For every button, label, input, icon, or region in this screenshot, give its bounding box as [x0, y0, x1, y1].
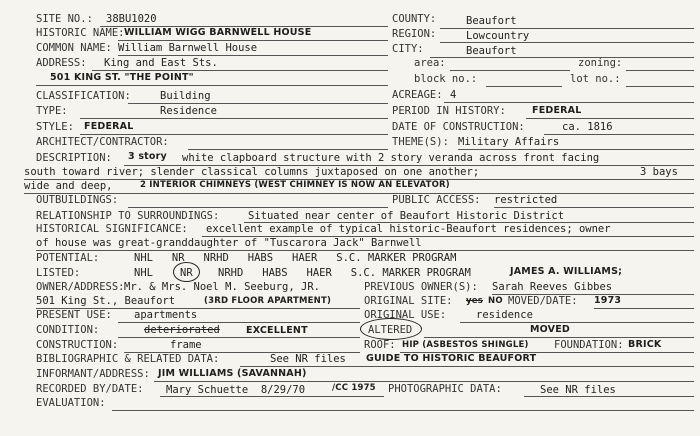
moved-date-value: 1973 [594, 295, 622, 306]
description-value-2b: 3 bays [640, 166, 678, 178]
date-construction-value: ca. 1816 [562, 121, 613, 133]
relationship-label: RELATIONSHIP TO SURROUNDINGS: [36, 210, 220, 222]
recorded-handwritten: /CC 1975 [332, 383, 376, 393]
altered-label: ALTERED [368, 324, 413, 336]
moved-date-label: MOVED/DATE: [508, 295, 578, 307]
historic-name-value: WILLIAM WIGG BARNWELL HOUSE [124, 27, 312, 38]
original-use-label: ORIGINAL USE: [364, 309, 447, 321]
public-access-label: PUBLIC ACCESS: [392, 194, 481, 206]
present-use-label: PRESENT USE: [36, 309, 112, 321]
bibliographic-line [240, 366, 694, 367]
themes-value: Military Affairs [458, 136, 560, 148]
altered-selected-circle [360, 318, 422, 340]
listed-options-rest: NRHD HABS HAER S.C. MARKER PROGRAM [218, 267, 471, 279]
evaluation-line [112, 410, 694, 411]
roof-label: ROOF: [364, 339, 396, 351]
construction-label: CONSTRUCTION: [36, 339, 119, 351]
evaluation-label: EVALUATION: [36, 397, 106, 409]
acreage-line [444, 102, 694, 103]
period-line [526, 118, 694, 119]
present-use-line [118, 322, 360, 323]
county-label: COUNTY: [392, 13, 437, 25]
recorded-line [160, 396, 384, 397]
architect-label: ARCHITECT/CONTRACTOR: [36, 136, 169, 148]
county-line [440, 28, 694, 29]
common-name-value: William Barnwell House [118, 42, 258, 54]
description-value-3a: wide and deep, [24, 180, 113, 192]
classification-line [128, 103, 388, 104]
present-use-value: apartments [134, 309, 198, 321]
acreage-value: 4 [450, 89, 457, 101]
type-line [80, 118, 388, 119]
style-label: STYLE: [36, 121, 74, 133]
address-value-2: 501 KING ST. "THE POINT" [50, 72, 194, 83]
roof-line [400, 352, 694, 353]
foundation-value: BRICK [628, 339, 662, 350]
condition-typed-struck: deteriorated [144, 324, 220, 336]
common-name-label: COMMON NAME: [36, 42, 112, 54]
region-line [440, 42, 694, 43]
style-line [80, 134, 388, 135]
photographic-label: PHOTOGRAPHIC DATA: [388, 383, 502, 395]
themes-label: THEME(S): [392, 136, 449, 148]
address-value-1: King and East Sts. [104, 57, 218, 69]
outbuildings-line [128, 207, 388, 208]
common-name-line [118, 55, 388, 56]
address-line-1 [92, 70, 388, 71]
listed-option-nhl: NHL [134, 267, 153, 279]
photographic-line [524, 396, 694, 397]
owner-value-2a: 501 King St., Beaufort [36, 295, 176, 307]
bibliographic-handwritten: GUIDE TO HISTORIC BEAUFORT [366, 353, 537, 364]
description-line-3 [24, 193, 694, 194]
recorded-typed: Mary Schuette 8/29/70 [166, 384, 306, 396]
period-label: PERIOD IN HISTORY: [392, 105, 506, 117]
acreage-label: ACREAGE: [392, 89, 443, 101]
description-value-3b: 2 INTERIOR CHIMNEYS (WEST CHIMNEY IS NOW AN ELEVATOR) [140, 180, 450, 190]
condition-handwritten: EXCELLENT [246, 325, 308, 336]
condition-label: CONDITION: [36, 324, 100, 336]
historic-name-label: HISTORIC NAME: [36, 27, 125, 39]
address-label: ADDRESS: [36, 57, 87, 69]
original-use-value: residence [476, 309, 533, 321]
region-label: REGION: [392, 28, 437, 40]
owner-address-label: OWNER/ADDRESS: [36, 281, 125, 293]
construction-value: frame [170, 339, 202, 351]
roof-value: HIP (ASBESTOS SHINGLE) [402, 340, 529, 350]
themes-line [458, 149, 694, 150]
style-value: FEDERAL [84, 121, 134, 132]
description-value-1b: white clapboard structure with 2 story veranda across front facing [182, 152, 600, 164]
site-no-label: SITE NO.: [36, 13, 93, 25]
previous-owners-label: PREVIOUS OWNER(S): [364, 281, 478, 293]
owner-value-2b: (3RD FLOOR APARTMENT) [204, 296, 332, 306]
date-construction-line [544, 134, 694, 135]
significance-value-1: excellent example of typical historic-Beaufort residences; owner [206, 223, 611, 235]
city-label: CITY: [392, 43, 424, 55]
informant-line [154, 381, 694, 382]
significance-line-2 [36, 250, 694, 251]
classification-value: Building [160, 90, 211, 102]
listed-label: LISTED: [36, 267, 81, 279]
historic-name-line [118, 40, 388, 41]
area-line [450, 70, 570, 71]
public-access-value: restricted [494, 194, 558, 206]
altered-line [424, 337, 694, 338]
description-value-1a: 3 story [128, 151, 167, 162]
outbuildings-label: OUTBUILDINGS: [36, 194, 119, 206]
region-value: Lowcountry [466, 30, 530, 42]
listed-option-nr: NR [180, 267, 193, 279]
condition-line [118, 337, 360, 338]
previous-owners-value: Sarah Reeves Gibbes [492, 281, 613, 293]
zoning-line [626, 70, 694, 71]
type-label: TYPE: [36, 105, 68, 117]
description-value-2a: south toward river; slender classical columns juxtaposed on one another; [24, 166, 480, 178]
architect-line [188, 149, 388, 150]
description-label: DESCRIPTION: [36, 152, 112, 164]
site-no-value: 38BU1020 [106, 13, 157, 25]
potential-label: POTENTIAL: [36, 252, 100, 264]
informant-label: INFORMANT/ADDRESS: [36, 368, 150, 380]
lot-no-label: lot no.: [570, 73, 621, 85]
period-value: FEDERAL [532, 105, 582, 116]
foundation-label: FOUNDATION: [554, 339, 624, 351]
original-site-label: ORIGINAL SITE: [364, 295, 453, 307]
moved-handwritten: MOVED [530, 324, 571, 335]
date-construction-label: DATE OF CONSTRUCTION: [392, 121, 525, 133]
listed-handwritten: JAMES A. WILLIAMS; [510, 266, 623, 277]
type-value: Residence [160, 105, 217, 117]
recorded-label: RECORDED BY/DATE: [36, 383, 144, 395]
informant-value: JIM WILLIAMS (SAVANNAH) [158, 368, 307, 379]
original-site-yes-struck: yes [466, 296, 483, 306]
bibliographic-typed: See NR files [270, 353, 346, 365]
area-label: area: [414, 57, 446, 69]
zoning-label: zoning: [578, 57, 623, 69]
relationship-value: Situated near center of Beaufort Historic District [248, 210, 565, 222]
original-use-line [460, 322, 694, 323]
city-value: Beaufort [466, 45, 517, 57]
county-value: Beaufort [466, 15, 517, 27]
photographic-value: See NR files [540, 384, 616, 396]
lot-no-line [626, 86, 694, 87]
original-site-no: NO [488, 296, 503, 306]
address-line-2 [36, 85, 388, 86]
owner-value-1: Mr. & Mrs. Noel M. Seeburg, JR. [124, 281, 320, 293]
nr-selected-circle [173, 262, 200, 282]
block-no-label: block no.: [414, 73, 478, 85]
moved-date-line [594, 308, 694, 309]
bibliographic-label: BIBLIOGRAPHIC & RELATED DATA: [36, 353, 220, 365]
block-no-line [486, 86, 562, 87]
significance-label: HISTORICAL SIGNIFICANCE: [36, 223, 188, 235]
public-access-line [494, 207, 694, 208]
potential-options: NHL NR NRHD HABS HAER S.C. MARKER PROGRAM [134, 252, 457, 264]
significance-value-2: of house was great-granddaughter of "Tuscarora Jack" Barnwell [36, 237, 422, 249]
city-line [430, 57, 694, 58]
classification-label: CLASSIFICATION: [36, 90, 131, 102]
